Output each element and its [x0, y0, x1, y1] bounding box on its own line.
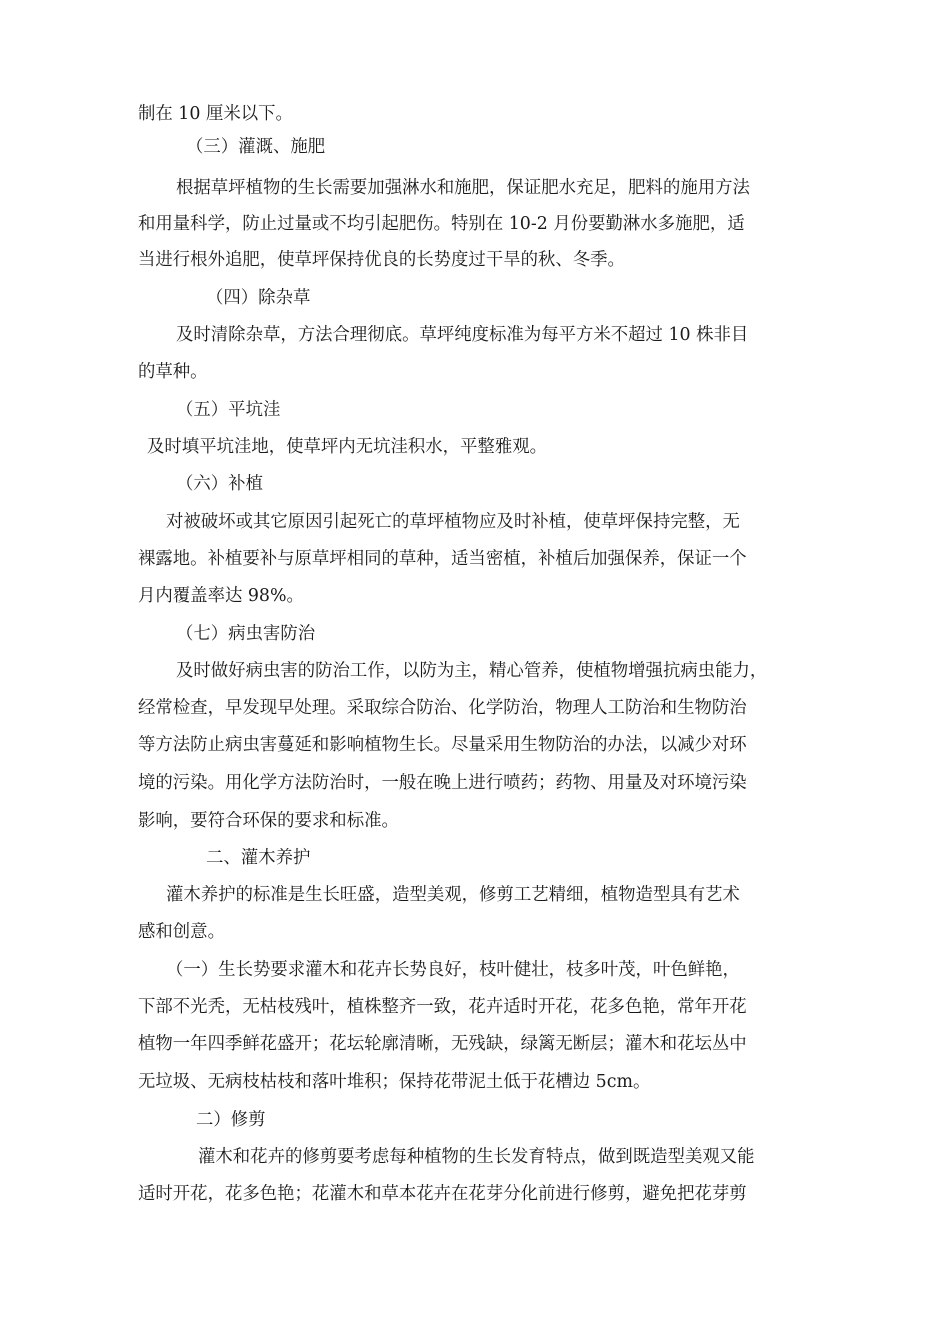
text-line: 及时做好病虫害的防治工作，以防为主，精心管养，使植物增强抗病虫能力，	[176, 661, 768, 681]
text-line: 根据草坪植物的生长需要加强淋水和施肥，保证肥水充足，肥料的施用方法	[176, 178, 750, 198]
section-heading: （三）灌溉、施肥	[186, 137, 326, 157]
text-line: 当进行根外追肥，使草坪保持优良的长势度过干旱的秋、冬季。	[138, 250, 625, 270]
text-line: 的草种。	[138, 362, 208, 382]
text-line: 对被破坏或其它原因引起死亡的草坪植物应及时补植，使草坪保持完整，无	[166, 512, 740, 532]
text-line: 感和创意。	[138, 922, 225, 942]
text-line: 灌木养护的标准是生长旺盛，造型美观，修剪工艺精细，植物造型具有艺术	[166, 885, 740, 905]
text-line: 无垃圾、无病枝枯枝和落叶堆积；保持花带泥土低于花槽边 5cm。	[138, 1072, 651, 1092]
section-heading: （四）除杂草	[206, 288, 311, 308]
text-line: 灌木和花卉的修剪要考虑每种植物的生长发育特点，做到既造型美观又能	[198, 1147, 755, 1167]
text-line: 境的污染。用化学方法防治时，一般在晚上进行喷药；药物、用量及对环境污染	[138, 773, 747, 793]
text-line: （一）生长势要求灌木和花卉长势良好，枝叶健壮，枝多叶茂，叶色鲜艳，	[166, 960, 740, 980]
section-heading: （五）平坑洼	[176, 400, 281, 420]
section-heading: 二、灌木养护	[206, 848, 311, 868]
text-line: 及时填平坑洼地，使草坪内无坑洼积水，平整雅观。	[147, 437, 547, 457]
text-line: 经常检查，早发现早处理。采取综合防治、化学防治，物理人工防治和生物防治	[138, 698, 747, 718]
text-line: 制在 10 厘米以下。	[138, 104, 293, 124]
text-line: 影响，要符合环保的要求和标准。	[138, 811, 399, 831]
text-line: 适时开花，花多色艳；花灌木和草本花卉在花芽分化前进行修剪，避免把花芽剪	[138, 1184, 747, 1204]
text-line: 月内覆盖率达 98%。	[138, 586, 304, 606]
text-line: 和用量科学，防止过量或不均引起肥伤。特别在 10-2 月份要勤淋水多施肥，适	[138, 214, 745, 234]
text-line: 下部不光秃，无枯枝残叶，植株整齐一致，花卉适时开花，花多色艳，常年开花	[138, 997, 747, 1017]
section-heading: 二）修剪	[196, 1110, 266, 1130]
text-line: 及时清除杂草，方法合理彻底。草坪纯度标准为每平方米不超过 10 株非目	[176, 325, 749, 345]
section-heading: （七）病虫害防治	[176, 624, 316, 644]
text-line: 裸露地。补植要补与原草坪相同的草种，适当密植，补植后加强保养，保证一个	[138, 549, 747, 569]
section-heading: （六）补植	[176, 474, 263, 494]
text-line: 等方法防止病虫害蔓延和影响植物生长。尽量采用生物防治的办法，以减少对环	[138, 735, 747, 755]
text-line: 植物一年四季鲜花盛开；花坛轮廓清晰，无残缺，绿篱无断层；灌木和花坛丛中	[138, 1034, 747, 1054]
